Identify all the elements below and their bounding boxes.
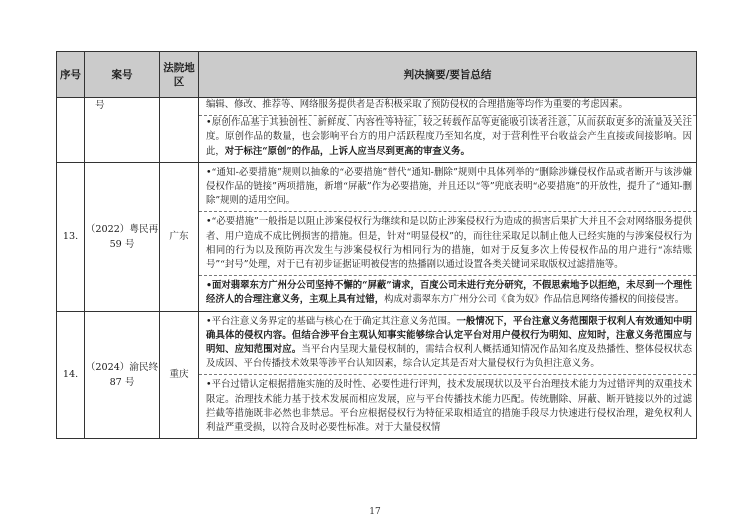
court-cell: 广东 <box>160 162 199 311</box>
court-cell: 重庆 <box>160 311 199 439</box>
summary-paragraph: •平台过错认定根据措施实施的及时性、必要性进行评判，技术发展现状以及平台治理技术能力为过错评判的双重技术限定。治理技术能力基于技术发展而相应发展，应与平台传播技术能力匹配。传统删除、屏蔽、断开链接以外的过滤拦截等措施既非必然也非禁忌。平台应根据侵权行为特征采取相适宜的措施手段尽力快速进行侵权治理，避免权利人利益严重受损，以符合及时必要性标准。对于大量侵权情 <box>206 379 692 434</box>
header-court-region: 法院地区 <box>160 52 199 98</box>
case-no-cell: 号 <box>85 98 160 163</box>
summary-paragraph: •“必要措施”一般指是以阻止涉案侵权行为继续和是以防止涉案侵权行为造成的损害后果扩大并且不会对网络服务提供者、用户造成不成比例损害的措施。但是，针对“明显侵权”的，而往往采取足以制止他人已经实施的与涉案侵权行为相同的行为以及预防再次发生与涉案侵权行为相同行为的措施，如对于反复多次上传侵权作品的用户进行“冻结账号”“封号”处理，对于已有初步证据证明被侵害的热播剧以通过设置各类关键词采取版权过滤措施等。 <box>199 212 696 276</box>
page-number: 17 <box>369 507 381 517</box>
header-seq: 序号 <box>57 52 85 98</box>
seq-cell <box>57 98 85 163</box>
summary-paragraph: 编辑、修改、推荐等、网络服务提供者是否积极采取了预防侵权的合理措施等均作为重要的考虑因素。 <box>199 98 696 116</box>
summary-text: 当平台内呈现大量侵权制的，需结合权利人概括通知情况作品知名度及热播性、整体侵权状态及成因、平台传播技术效果等涉平台认知因素，综合认定其是否对大量侵权行为负担注意义务。 <box>206 344 692 370</box>
seq-cell: 13. <box>57 162 85 311</box>
seq-cell: 14. <box>57 311 85 439</box>
table-row <box>57 311 697 439</box>
header-summary: 判决摘要/要旨总结 <box>199 52 697 98</box>
case-no-cell: （2024）渝民终 87 号 <box>85 311 160 439</box>
court-cell <box>160 98 199 163</box>
summary-paragraph <box>199 276 696 310</box>
summary-cell <box>199 162 697 311</box>
summary-cell <box>199 98 697 163</box>
summary-paragraph <box>199 312 696 376</box>
summary-text: 构成对翡翠东方广州分公司《食为奴》作品信息网络传播权的间接侵害。 <box>384 294 685 306</box>
summary-bold-text: 一般情况下，平台注意义务范围限于权利人有效通知中明确具体的侵权内容。但结合涉平台主观认知事实能够综合认定平台对用户侵权行为明知、应知时，注意义务范围应与明知、应知范围对应。 <box>206 315 692 356</box>
summary-text: •原创作品基于其独创性、新鲜度、内容性等特征，较之转载作品等更能吸引读者注意，从而获取更多的流量及关注度。原创作品的数量，也会影响平台方的用户活跃程度乃至知名度，对于营利性平台收益会产生直接或间接影响。因此， <box>206 117 692 157</box>
summary-paragraph <box>199 116 696 162</box>
case-summary-table <box>56 51 697 439</box>
table-row <box>57 162 697 311</box>
table-row <box>57 98 697 163</box>
summary-bold-text: 对于标注“原创”的作品，上诉人应当尽到更高的审查义务。 <box>224 145 470 157</box>
case-no-cell: （2022）粤民再 59 号 <box>85 162 160 311</box>
summary-paragraph: •“通知-必要措施”规则以抽象的“必要措施”替代“通知-删除”规则中具体列举的“删除涉嫌侵权作品或者断开与该涉嫌侵权作品的链接”两项措施，新增“屏蔽”作为必要措施，并且还以“等”兜底表明“必要措施”的开放性，提升了“通知-删除”规则的适用空间。 <box>199 163 696 213</box>
table-header-row <box>57 52 697 98</box>
summary-bold-text: •面对翡翠东方广州分公司坚持不懈的“屏蔽”请求，百度公司未进行充分研究，不假思索地予以拒绝，未尽到一个理性经济人的合理注意义务，主观上具有过错， <box>206 280 692 306</box>
header-case-no: 案号 <box>85 52 160 98</box>
summary-text: •平台注意义务界定的基础与核心在于确定其注意义务范围。 <box>206 315 457 327</box>
summary-cell <box>199 311 697 439</box>
